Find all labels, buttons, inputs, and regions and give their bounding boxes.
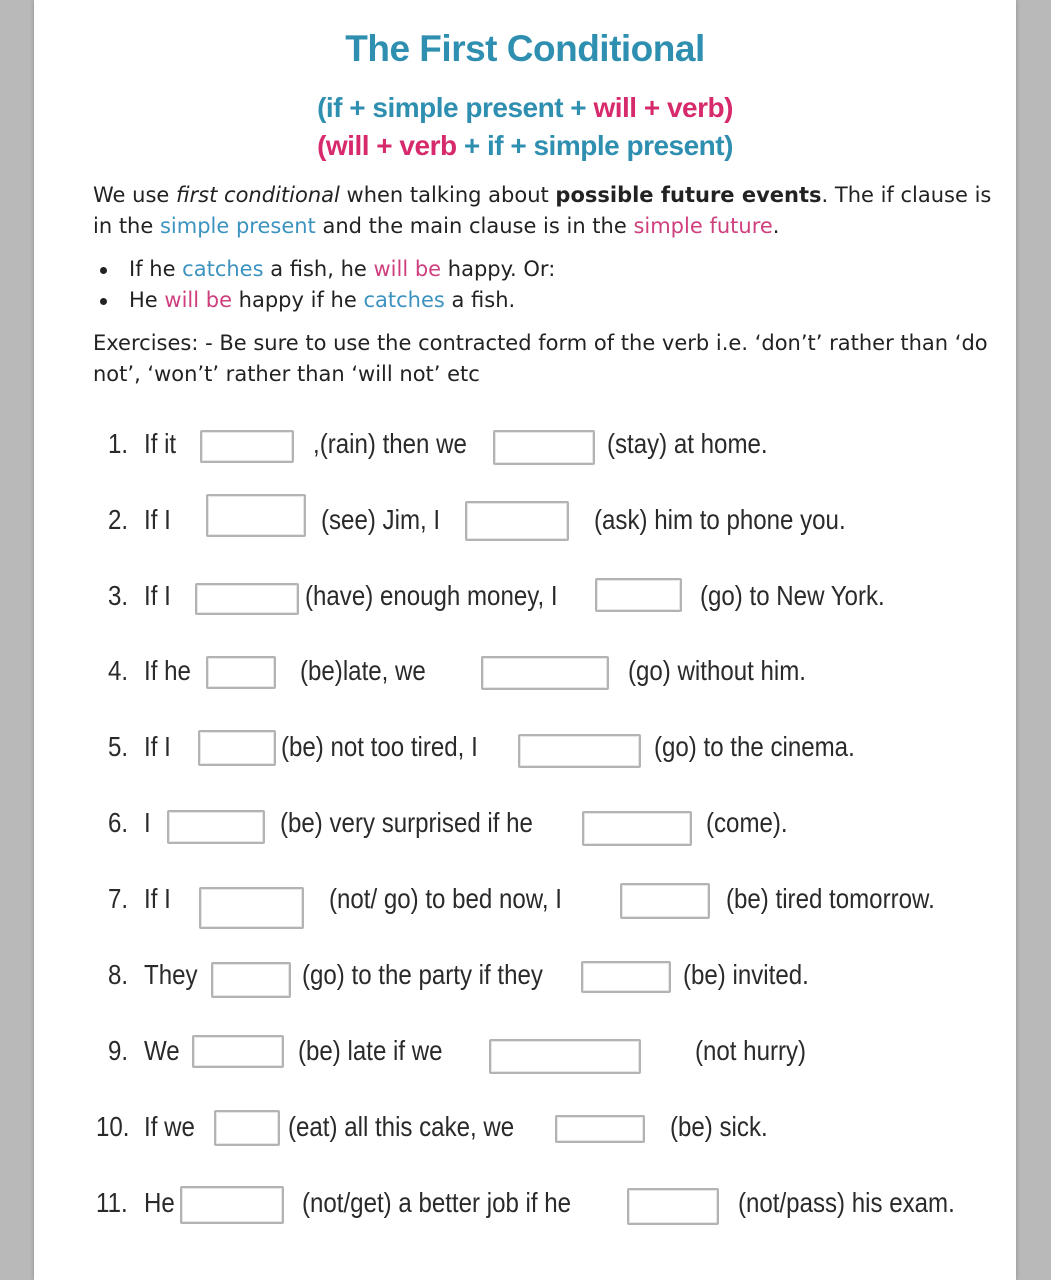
example-text: happy if he bbox=[232, 288, 364, 312]
exercise-number: 6. bbox=[108, 807, 129, 838]
exercise-text: (not/ go) to bed now, I bbox=[329, 883, 562, 914]
exercise-text: (not/pass) his exam. bbox=[738, 1187, 955, 1218]
answer-box[interactable] bbox=[518, 734, 641, 768]
exercise-text: (be) late if we bbox=[298, 1035, 443, 1066]
exercise-text: (see) Jim, I bbox=[321, 504, 441, 535]
example-highlight-future: will be bbox=[164, 288, 232, 312]
formula-1-part-a: (if + simple present + bbox=[317, 92, 594, 123]
answer-box[interactable] bbox=[198, 730, 276, 766]
exercise-number: 4. bbox=[108, 655, 129, 686]
answer-box[interactable] bbox=[493, 430, 595, 465]
exercise-text: (go) to New York. bbox=[700, 580, 885, 611]
answer-box[interactable] bbox=[206, 656, 276, 689]
exercise-text: If I bbox=[144, 883, 171, 914]
formula-2-part-b: will + verb bbox=[325, 130, 457, 161]
example-text: If he bbox=[129, 257, 183, 281]
example-highlight-future: will be bbox=[373, 257, 442, 281]
intro-text: and the main clause is in the bbox=[315, 214, 634, 238]
answer-box[interactable] bbox=[211, 962, 291, 998]
example-text: a fish. bbox=[444, 288, 516, 312]
formula-2-part-a: ( bbox=[317, 130, 326, 161]
answer-box[interactable] bbox=[620, 883, 710, 919]
page-title: The First Conditional bbox=[345, 28, 705, 69]
answer-box[interactable] bbox=[206, 494, 306, 537]
exercise-text: (have) enough money, I bbox=[305, 580, 558, 611]
exercise-text: If it bbox=[144, 428, 177, 459]
exercise-number: 2. bbox=[108, 504, 129, 535]
exercise-text: (be) invited. bbox=[683, 959, 809, 990]
example-highlight-present: catches bbox=[363, 288, 445, 312]
exercise-text: I bbox=[144, 807, 151, 838]
example-text: He bbox=[129, 288, 165, 312]
answer-box[interactable] bbox=[199, 887, 304, 929]
answer-box[interactable] bbox=[481, 656, 609, 690]
answer-box[interactable] bbox=[627, 1188, 719, 1225]
exercise-number: 1. bbox=[108, 428, 129, 459]
exercise-text: (go) to the cinema. bbox=[654, 731, 855, 762]
formula-1-part-c: ) bbox=[724, 92, 733, 123]
exercise-text: (stay) at home. bbox=[607, 428, 768, 459]
answer-box[interactable] bbox=[489, 1039, 641, 1074]
formula-1-part-b: will + verb bbox=[593, 92, 725, 123]
example-highlight-present: catches bbox=[182, 257, 264, 281]
exercise-text: If I bbox=[144, 731, 171, 762]
exercise-number: 5. bbox=[108, 731, 129, 762]
formula-2-part-c: + if + simple present) bbox=[456, 130, 733, 161]
answer-box[interactable] bbox=[555, 1115, 645, 1143]
exercise-text: (be) not too tired, I bbox=[281, 731, 478, 762]
exercise-number: 11. bbox=[96, 1187, 128, 1218]
exercise-text: (eat) all this cake, we bbox=[288, 1111, 515, 1142]
exercise-number: 3. bbox=[108, 580, 129, 611]
intro-bold: possible future events bbox=[555, 183, 822, 207]
exercise-number: 8. bbox=[108, 959, 129, 990]
exercise-text: If I bbox=[144, 504, 171, 535]
answer-box[interactable] bbox=[192, 1035, 284, 1068]
intro-highlight-present: simple present bbox=[159, 214, 316, 238]
answer-box[interactable] bbox=[195, 583, 299, 615]
exercise-text: (be) sick. bbox=[670, 1111, 768, 1142]
exercise-text: (be)late, we bbox=[300, 655, 426, 686]
exercise-text: (not hurry) bbox=[695, 1035, 807, 1066]
answer-box[interactable] bbox=[582, 811, 692, 846]
answer-box[interactable] bbox=[180, 1186, 284, 1224]
exercise-text: If I bbox=[144, 580, 171, 611]
exercise-text: (go) to the party if they bbox=[302, 959, 543, 990]
answer-box[interactable] bbox=[200, 430, 294, 463]
exercise-text: (come). bbox=[706, 807, 788, 838]
exercise-instructions: Exercises: - Be sure to use the contracted form of the verb i.e. ‘don’t’ rather than ‘do not’, ‘won’t’ rather than ‘will not’ etc bbox=[93, 331, 988, 386]
exercise-text: (go) without him. bbox=[628, 655, 806, 686]
intro-text: . bbox=[772, 214, 780, 238]
intro-highlight-future: simple future bbox=[633, 214, 773, 238]
intro-text: when talking about bbox=[339, 183, 556, 207]
example-text: happy. Or: bbox=[441, 257, 556, 281]
intro-text: . The if clause is in the bbox=[93, 183, 992, 238]
worksheet-page bbox=[34, 0, 1016, 1280]
exercise-number: 7. bbox=[108, 883, 129, 914]
exercise-list bbox=[34, 0, 1016, 1280]
exercise-text: (be) very surprised if he bbox=[280, 807, 533, 838]
answer-box[interactable] bbox=[214, 1110, 280, 1146]
answer-box[interactable] bbox=[465, 501, 569, 541]
example-text: a fish, he bbox=[263, 257, 374, 281]
exercise-text: They bbox=[144, 959, 198, 990]
answer-box[interactable] bbox=[581, 961, 671, 993]
exercise-text: He bbox=[144, 1187, 175, 1218]
exercise-text: (not/get) a better job if he bbox=[302, 1187, 572, 1218]
exercise-text: If he bbox=[144, 655, 191, 686]
intro-text: We use bbox=[93, 183, 176, 207]
answer-box[interactable] bbox=[167, 810, 265, 844]
exercise-text: If we bbox=[144, 1111, 195, 1142]
exercise-text: (ask) him to phone you. bbox=[594, 504, 846, 535]
exercise-text: ,(rain) then we bbox=[313, 428, 467, 459]
exercise-text: (be) tired tomorrow. bbox=[726, 883, 935, 914]
exercise-text: We bbox=[144, 1035, 180, 1066]
exercise-number: 10. bbox=[96, 1111, 130, 1142]
intro-italic: first conditional bbox=[175, 183, 340, 207]
exercise-number: 9. bbox=[108, 1035, 129, 1066]
answer-box[interactable] bbox=[595, 578, 682, 612]
